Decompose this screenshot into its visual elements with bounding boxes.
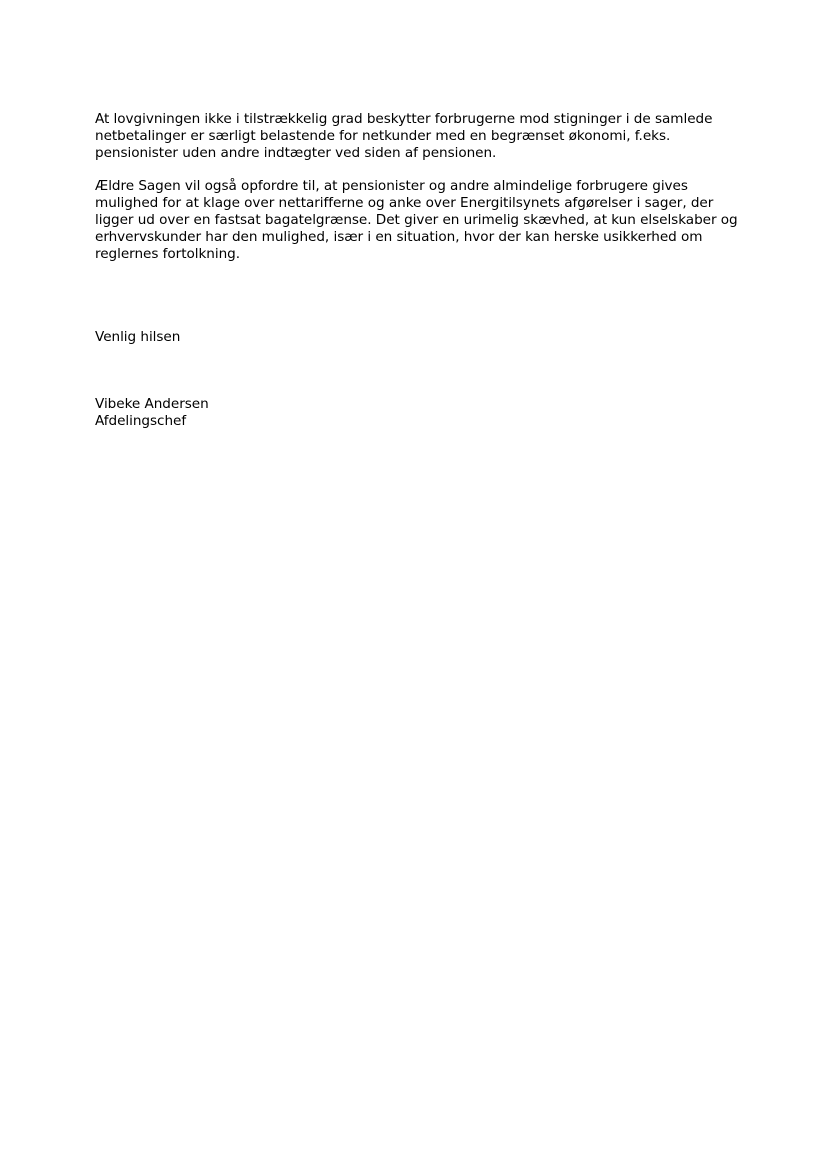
paragraph-complaint-right	[95, 178, 775, 262]
letter-body	[95, 111, 775, 430]
text-line: ligger ud over en fastsat bagatelgrænse. Det giver en urimelig skævhed, at kun elselskaber og	[95, 211, 738, 228]
paragraph-consumer-protection	[95, 111, 775, 161]
text-line: mulighed for at klage over nettarifferne og anke over Energitilsynets afgørelser i sager, der	[95, 195, 714, 212]
closing-spacer	[95, 262, 775, 329]
signature-block	[95, 396, 775, 430]
text-line: erhvervskunder har den mulighed, især i en situation, hvor der kan herske usikkerhed om	[95, 228, 703, 245]
signature-spacer	[95, 346, 775, 396]
text-line: Ældre Sagen vil også opfordre til, at pensionister og andre almindelige forbrugere gives	[95, 178, 688, 195]
text-line: At lovgivningen ikke i tilstrækkelig grad beskytter forbrugerne mod stigninger i de samlede	[95, 111, 713, 127]
signature-name: Vibeke Andersen	[95, 396, 209, 413]
closing-salutation: Venlig hilsen	[95, 329, 181, 346]
text-line: pensionister uden andre indtægter ved siden af pensionen.	[95, 144, 497, 161]
text-line: netbetalinger er særligt belastende for netkunder med en begrænset økonomi, f.eks.	[95, 127, 671, 144]
signature-title: Afdelingschef	[95, 412, 187, 429]
paragraph-spacer	[95, 161, 775, 178]
text-line: reglernes fortolkning.	[95, 245, 240, 262]
